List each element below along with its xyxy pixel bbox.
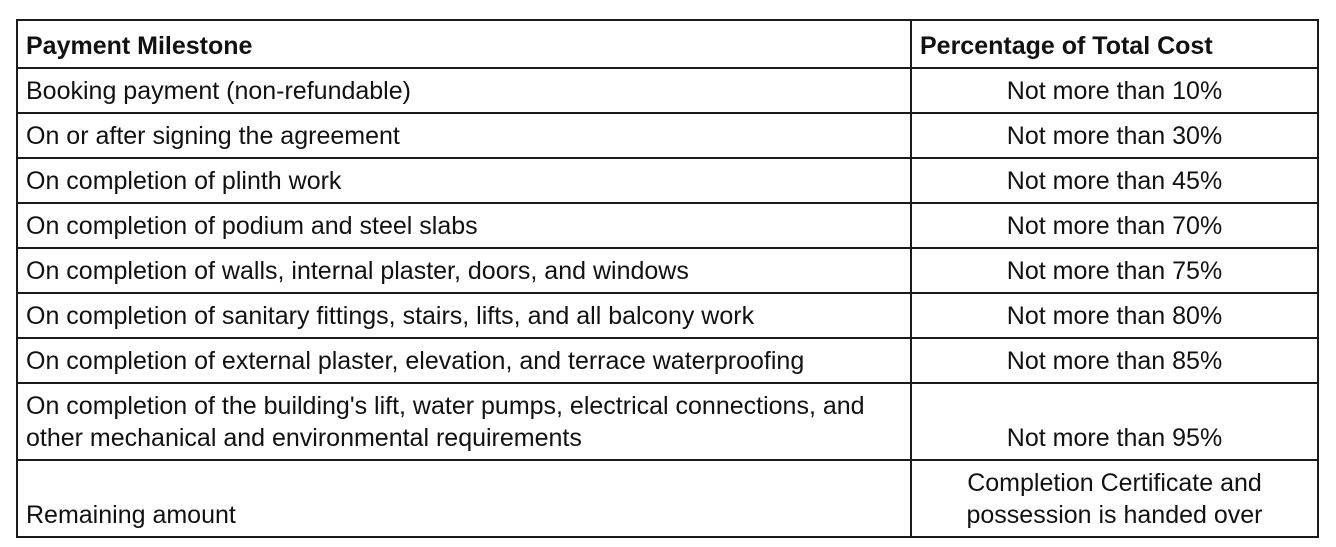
table-row (17, 383, 1318, 460)
table-row (17, 293, 1318, 338)
milestone-cell: Booking payment (non-refundable) (17, 68, 911, 113)
milestone-cell: On completion of walls, internal plaster, doors, and windows (17, 248, 911, 293)
table-row (17, 203, 1318, 248)
milestone-cell: On completion of the building's lift, water pumps, electrical connections, and other mechanical and environmental requirements (17, 383, 911, 460)
header-payment-milestone: Payment Milestone (17, 20, 911, 68)
table-row (17, 460, 1318, 537)
percentage-cell: Not more than 95% (911, 383, 1318, 460)
percentage-cell: Not more than 30% (911, 113, 1318, 158)
percentage-cell: Completion Certificate and possession is handed over (911, 460, 1318, 537)
payment-schedule-table-container (16, 19, 1317, 538)
table-row (17, 338, 1318, 383)
milestone-cell: On or after signing the agreement (17, 113, 911, 158)
table-header-row (17, 20, 1318, 68)
milestone-cell: On completion of podium and steel slabs (17, 203, 911, 248)
table-row (17, 68, 1318, 113)
percentage-cell: Not more than 75% (911, 248, 1318, 293)
percentage-cell: Not more than 45% (911, 158, 1318, 203)
milestone-cell: Remaining amount (17, 460, 911, 537)
table-row (17, 113, 1318, 158)
milestone-cell: On completion of plinth work (17, 158, 911, 203)
table-row (17, 248, 1318, 293)
header-percentage-of-total-cost: Percentage of Total Cost (911, 20, 1318, 68)
milestone-cell: On completion of external plaster, elevation, and terrace waterproofing (17, 338, 911, 383)
milestone-cell: On completion of sanitary fittings, stairs, lifts, and all balcony work (17, 293, 911, 338)
percentage-cell: Not more than 85% (911, 338, 1318, 383)
percentage-cell: Not more than 70% (911, 203, 1318, 248)
percentage-cell: Not more than 80% (911, 293, 1318, 338)
table-row (17, 158, 1318, 203)
percentage-cell: Not more than 10% (911, 68, 1318, 113)
payment-schedule-table (16, 19, 1319, 538)
